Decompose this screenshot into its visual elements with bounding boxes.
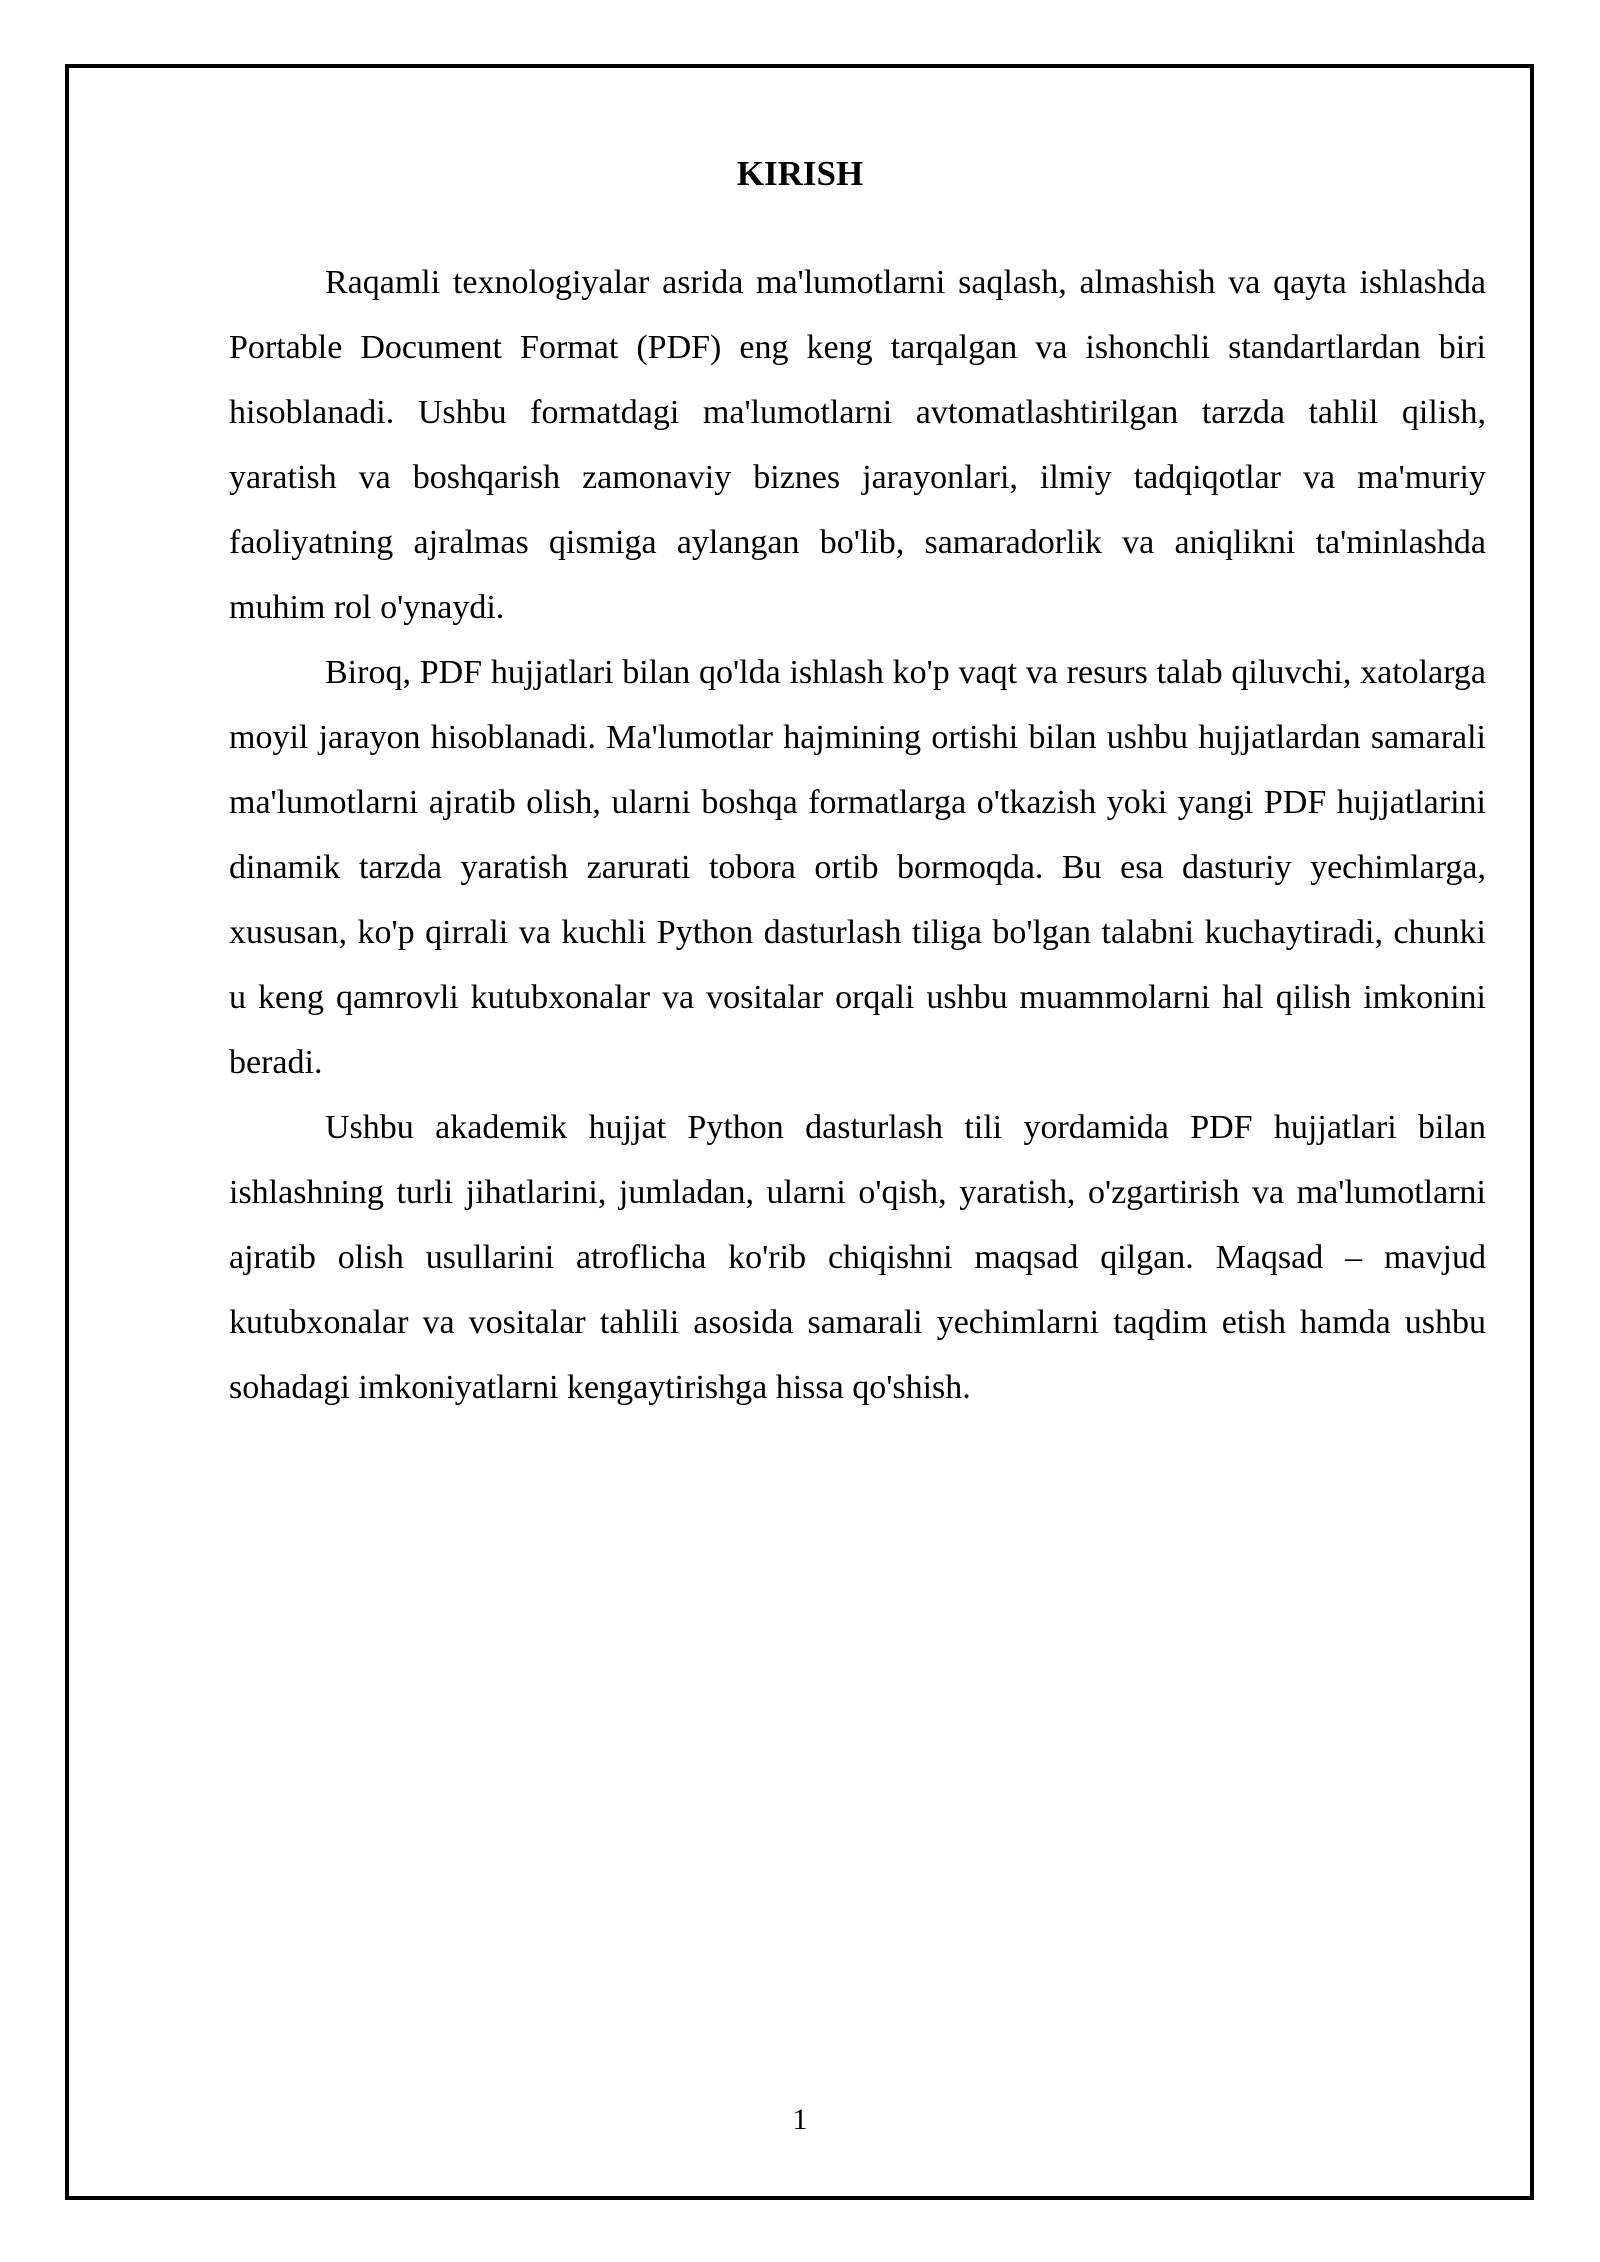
- paragraph-1: Raqamli texnologiyalar asrida ma'lumotlarni saqlash, almashish va qayta ishlashda Portable Document Format (PDF) eng keng tarqalgan va ishonchli standartlardan biri hisoblanadi. Ushbu formatdagi ma'lumotlarni avtomatlashtirilgan tarzda tahlil qilish, yaratish va boshqarish zamonaviy biznes jarayonlari, ilmiy tadqiqotlar va ma'muriy faoliyatning ajralmas qismiga aylangan bo'lib, samaradorlik va aniqlikni ta'minlashda muhim rol o'ynaydi.: [229, 264, 1486, 626]
- body-text: [229, 250, 1486, 1420]
- paragraph-3: Ushbu akademik hujjat Python dasturlash tili yordamida PDF hujjatlari bilan ishlashning turli jihatlarini, jumladan, ularni o'qish, yaratish, o'zgartirish va ma'lumotlarni ajratib olish usullarini atroflicha ko'rib chiqishni maqsad qilgan. Maqsad – mavjud kutubxonalar va vositalar tahlili asosida samarali yechimlarni taqdim etish hamda ushbu sohadagi imkoniyatlarni kengaytirishga hissa qo'shish.: [229, 1109, 1486, 1406]
- paragraph-2: Biroq, PDF hujjatlari bilan qo'lda ishlash ko'p vaqt va resurs talab qiluvchi, xatolarga moyil jarayon hisoblanadi. Ma'lumotlar hajmining ortishi bilan ushbu hujjatlardan samarali ma'lumotlarni ajratib olish, ularni boshqa formatlarga o'tkazish yoki yangi PDF hujjatlarini dinamik tarzda yaratish zarurati tobora ortib bormoqda. Bu esa dasturiy yechimlarga, xususan, ko'p qirrali va kuchli Python dasturlash tiliga bo'lgan talabni kuchaytiradi, chunki u keng qamrovli kutubxonalar va vositalar orqali ushbu muammolarni hal qilish imkonini beradi.: [229, 654, 1486, 1081]
- page-number: 1: [792, 2103, 808, 2136]
- page-title: KIRISH: [736, 154, 864, 193]
